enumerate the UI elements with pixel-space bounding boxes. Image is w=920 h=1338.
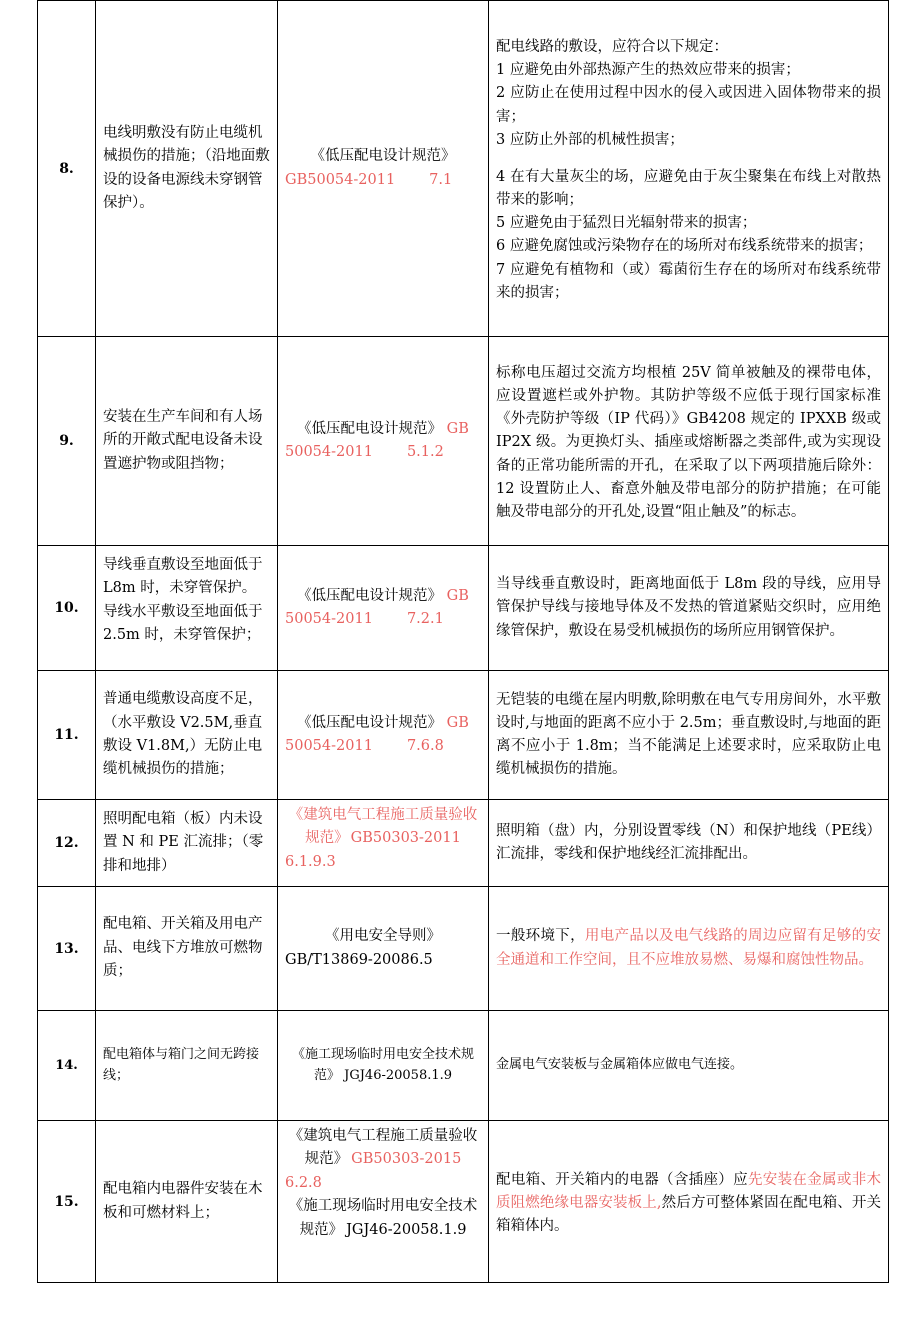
standard-code-secondary: JGJ46-20058.1.9 [346,1221,467,1238]
row-number: 9. [38,337,96,546]
standard-reference [278,1011,489,1121]
requirement-tail: 然后方可整体紧固在配电箱、开关箱箱体内。 [496,1194,882,1235]
standard-title: 《低压配电设计规范》 [297,587,443,604]
requirement-lead: 一般环境下， [496,928,585,945]
row-number: 14. [38,1011,96,1121]
row-number: 8. [38,1,96,337]
requirement-text: 无铠装的电缆在屋内明敷,除明敷在电气专用房间外，水平敷设时,与地面的距离不应小于 2.5m；垂直敷设时,与地面的距离不应小于 1.8m；当不能满足上述要求时，应采取防止电缆机械损伤的措施。 [489,671,889,800]
standard-title: 《建筑电气工程施工质量验收规范》 [288,1128,478,1168]
row-number: 12. [38,800,96,887]
issue-description: 普通电缆敷设高度不足，（水平敷设 V2.5M,垂直敷设 V1.8M,）无防止电缆机械损伤的措施； [96,671,278,800]
standard-clause: 5.1.2 [406,444,444,460]
standard-code: JGJ46-20058.1.9 [344,1067,453,1083]
standard-code-clause [285,441,481,464]
standard-clause: 7.1 [429,171,453,188]
requirement-text [489,887,889,1011]
standard-title: 《施工现场临时用电安全技术规范》 [291,1047,474,1083]
table-row [38,800,889,887]
row-number: 11. [38,671,96,800]
row-number: 15. [38,1121,96,1283]
inspection-checklist-table [37,0,889,1283]
issue-description: 配电箱内电器件安装在木板和可燃材料上； [96,1121,278,1283]
issue-description: 配电箱体与箱门之间无跨接线； [96,1011,278,1121]
standard-code: GB/T13869-20086.5 [285,951,433,968]
table-row [38,1,889,337]
standard-reference [278,1121,489,1283]
standard-title: 《低压配电设计规范》 [297,714,443,731]
standard-title: 《低压配电设计规范》 [310,148,456,165]
table-row [38,887,889,1011]
row-number: 10. [38,546,96,671]
table-row [38,546,889,671]
standard-title: 《低压配电设计规范》 [297,420,443,437]
standard-code-clause [285,169,481,192]
requirement-lead: 配电线路的敷设，应符合以下规定： [496,38,728,55]
standard-reference [278,546,489,671]
issue-description: 照明配电箱（板）内未设置 N 和 PE 汇流排；（零排和地排） [96,800,278,887]
requirement-text [489,1,889,337]
requirement-highlight: 先安装在金属或非木质阻燃绝缘电器安装板上, [496,1171,882,1211]
standard-code: 50054-2011 [285,738,373,754]
requirement-item: 4 在有大量灰尘的场，应避免由于灰尘聚集在布线上对散热带来的影响； [496,168,881,209]
standard-reference [278,337,489,546]
issue-description: 安装在生产车间和有人场所的开敞式配电设备未设置遮护物或阻挡物； [96,337,278,546]
requirement-item: 2 应防止在使用过程中因水的侵入或因进入固体物带来的损害； [496,85,881,125]
standard-code: GB50054-2011 [285,171,396,188]
table-row [38,337,889,546]
standard-reference [278,1,489,337]
standard-code: 50054-2011 [285,444,373,460]
standard-clause: 6.1.9.3 [285,853,336,870]
standard-title: 《建筑电气工程施工质量验收规范》 [288,807,478,847]
issue-description: 电线明敷没有防止电缆机械损伤的措施；（沿地面敷设的设备电源线未穿钢管保护）。 [96,1,278,337]
standard-title-line [285,418,481,441]
requirement-spacer [496,152,881,166]
standard-code-prefix: GB [446,587,469,604]
table-row [38,671,889,800]
requirement-text [489,1121,889,1283]
requirement-item: 1 应避免由外部热源产生的热效应带来的损害； [496,62,800,79]
standard-clause: 6.2.8 [285,1174,322,1191]
standard-code: GB50303-2015 [351,1151,462,1168]
requirement-text: 照明箱（盘）内，分别设置零线（N）和保护地线（PE线）汇流排，零线和保护地线经汇流排配出。 [489,800,889,887]
standard-clause: 7.2.1 [406,611,444,627]
table-row [38,1011,889,1121]
standard-code: 50054-2011 [285,611,373,627]
requirement-lead: 配电箱、开关箱内的电器（含插座）应 [496,1171,748,1188]
standard-code-prefix: GB [446,420,469,437]
standard-title-line [285,712,481,735]
standard-code-prefix: GB [446,714,469,731]
issue-description: 导线垂直敷设至地面低于L8m 时，未穿管保护。导线水平敷设至地面低于2.5m 时，未穿管保护； [96,546,278,671]
standard-title-secondary: 《施工现场临时用电安全技术规范》 [288,1198,478,1238]
requirement-item: 6 应避免腐蚀或污染物存在的场所对布线系统带来的损害； [496,238,873,255]
standard-code: GB50303-2011 [350,830,461,847]
standard-title-line [285,585,481,608]
row-number: 13. [38,887,96,1011]
standard-clause: 7.6.8 [406,738,444,754]
standard-reference [278,671,489,800]
standard-title: 《用电安全导则》 [325,928,441,945]
standard-reference [278,800,489,887]
table-row [38,1121,889,1283]
requirement-highlight: 用电产品以及电气线路的周边应留有足够的安全通道和工作空间，且不应堆放易燃、易爆和腐蚀性物品。 [496,928,882,968]
standard-reference [278,887,489,1011]
requirement-text: 金属电气安装板与金属箱体应做电气连接。 [489,1011,889,1121]
standard-code-clause [285,608,481,631]
requirement-item: 5 应避免由于猛烈日光辐射带来的损害； [496,215,757,232]
standard-code-clause [285,735,481,758]
requirement-text: 当导线垂直敷设时，距离地面低于 L8m 段的导线，应用导管保护导线与接地导体及不发热的管道紧贴交织时，应用绝缘管保护，敷设在易受机械损伤的场所应用钢管保护。 [489,546,889,671]
requirement-item: 7 应避免有植物和（或）霉菌衍生存在的场所对布线系统带来的损害； [496,261,881,301]
issue-description: 配电箱、开关箱及用电产品、电线下方堆放可燃物质； [96,887,278,1011]
requirement-item: 3 应防止外部的机械性损害； [496,131,684,148]
requirement-text: 标称电压超过交流方均根植 25V 简单被触及的裸带电体，应设置遮栏或外护物。其防护等级不应低于现行国家标准《外壳防护等级（IP 代码）》GB4208 规定的 IPXXB 级或 IP2X 级。为更换灯头、插座或熔断器之类部件,或为实现设备的正常功能所需的开孔，在采取了以下两项措施后除外：12 设置防止人、畜意外触及带电部分的防护措施；在可能触及带电部分的开孔处,设置“阻止触及”的标志。 [489,337,889,546]
